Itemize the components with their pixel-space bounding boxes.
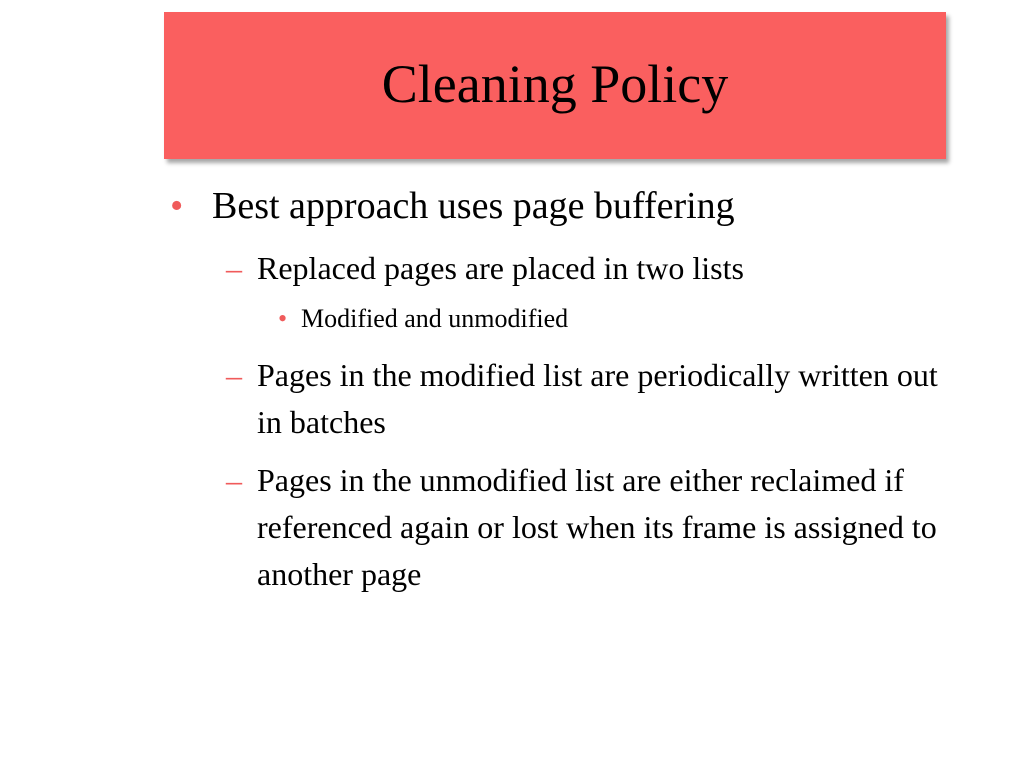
sub-bullet-text: Replaced pages are placed in two lists (257, 250, 744, 286)
sub-bullet-text: Pages in the unmodified list are either reclaimed if referenced again or lost when its frame is assigned to another page (257, 462, 937, 592)
dash-marker: – (226, 250, 242, 286)
bullet-text: Best approach uses page buffering (212, 185, 735, 227)
sub-bullet-text: Pages in the modified list are periodically written out in batches (257, 357, 938, 440)
sub-bullet (226, 352, 946, 446)
dash-marker: – (226, 462, 242, 498)
sub-sub-bullet-text: Modified and unmodified (301, 304, 569, 333)
sub-sub-bullet (278, 302, 878, 336)
sub-bullet (226, 457, 946, 598)
slide-title: Cleaning Policy (381, 53, 729, 114)
bullet-level1 (170, 184, 970, 228)
sub-bullet (226, 245, 946, 292)
bullet-marker: • (278, 304, 288, 333)
bullet-marker: • (170, 185, 184, 227)
dash-marker: – (226, 357, 242, 393)
